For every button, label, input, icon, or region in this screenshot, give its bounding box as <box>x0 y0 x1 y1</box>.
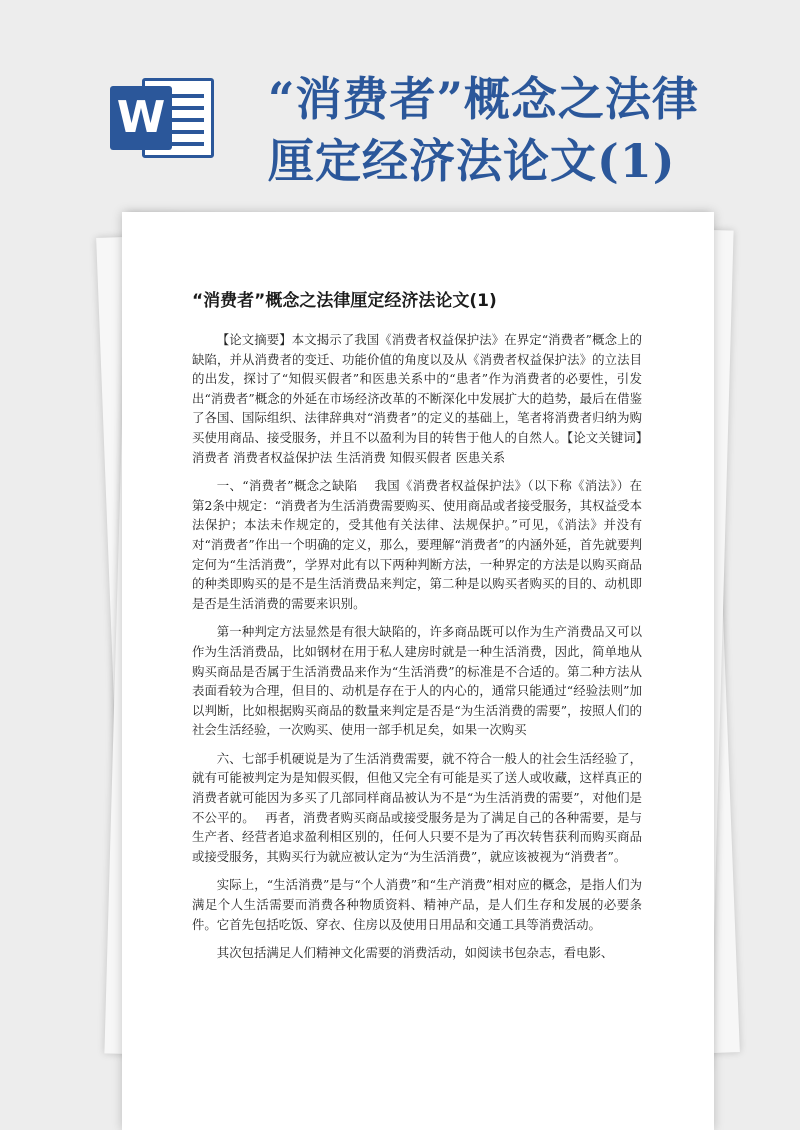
document-body <box>192 330 642 972</box>
word-document-icon <box>108 72 218 162</box>
banner-title <box>268 68 788 192</box>
paragraph: 其次包括满足人们精神文化需要的消费活动，如阅读书包杂志，看电影、 <box>216 945 614 961</box>
paragraph-abstract: 【论文摘要】本文揭示了我国《消费者权益保护法》在界定“消费者”概念上的缺陷，并从消费者的变迁、功能价值的角度以及从《消费者权益保护法》的立法目的出发，探讨了“知假买假者”和医患关系中的“患者”作为消费者的必要性，引发出“消费者”概念的外延在市场经济改革的不断深化中发展扩大的趋势，最后在借鉴了各国、国际组织、法律辞典对“消费者”的定义的基础上，笔者将消费者归纳为购买使用商品、接受服务，并且不以盈利为目的转售于他人的自然人。【论文关键词】消费者 消费者权益保护法 生活消费 知假买假者 医患关系 <box>192 332 642 465</box>
word-logo-letter: W <box>110 86 172 150</box>
document-page <box>122 212 714 1130</box>
paragraph: 六、七部手机硬说是为了生活消费需要，就不符合一般人的社会生活经验了，就有可能被判定为是知假买假，但他又完全有可能是买了送人或收藏，这样真正的消费者就可能因为多买了几部同样商品被认为不是“为生活消费的需要”，对他们是不公平的。 再者，消费者购买商品或接受服务是为了满足自己的各种需要，是与生产者、经营者追求盈利相区别的，任何人只要不是为了再次转售获利而购买商品或接受服务，其购买行为就应被认定为“为生活消费”，就应该被视为“消费者”。 <box>192 750 642 864</box>
banner-title-line-1: “消费者”概念之法律 <box>268 72 699 126</box>
paragraph: 第一种判定方法显然是有很大缺陷的，许多商品既可以作为生产消费品又可以作为生活消费品，比如钢材在用于私人建房时就是一种生活消费，因此，简单地从购买商品是否属于生活消费品来作为“生活消费”的标准是不合适的。第二种方法从表面看较为合理，但目的、动机是存在于人的内心的，通常只能通过“经验法则”加以判断，比如根据购买商品的数量来判定是否是“为生活消费的需要”，按照人们的社会生活经验，一次购买、使用一部手机足矣，如果一次购买 <box>192 624 642 738</box>
paragraph: 一、“消费者”概念之缺陷 我国《消费者权益保护法》（以下称《消法》）在第2条中规定：“消费者为生活消费需要购买、使用商品或者接受服务，其权益受本法保护；本法未作规定的，受其他有关法律、法规保护。”可见，《消法》并没有对“消费者”作出一个明确的定义，那么，要理解“消费者”的内涵外延，首先就要判定何为“生活消费”，学界对此有以下两种判断方法，一种界定的方法是以购买商品的种类即购买的是不是生活消费品来判定，第二种是以购买者购买的目的、动机即是否是生活消费的需要来识别。 <box>192 478 642 611</box>
banner-title-line-2: 厘定经济法论文(1) <box>268 134 676 188</box>
banner <box>0 0 800 200</box>
paragraph: 实际上，“生活消费”是与“个人消费”和“生产消费”相对应的概念，是指人们为满足个人生活需要而消费各种物质资料、精神产品，是人们生存和发展的必要条件。它首先包括吃饭、穿衣、住房以及使用日用品和交通工具等消费活动。 <box>192 877 642 932</box>
document-title: “消费者”概念之法律厘定经济法论文(1) <box>192 291 497 311</box>
